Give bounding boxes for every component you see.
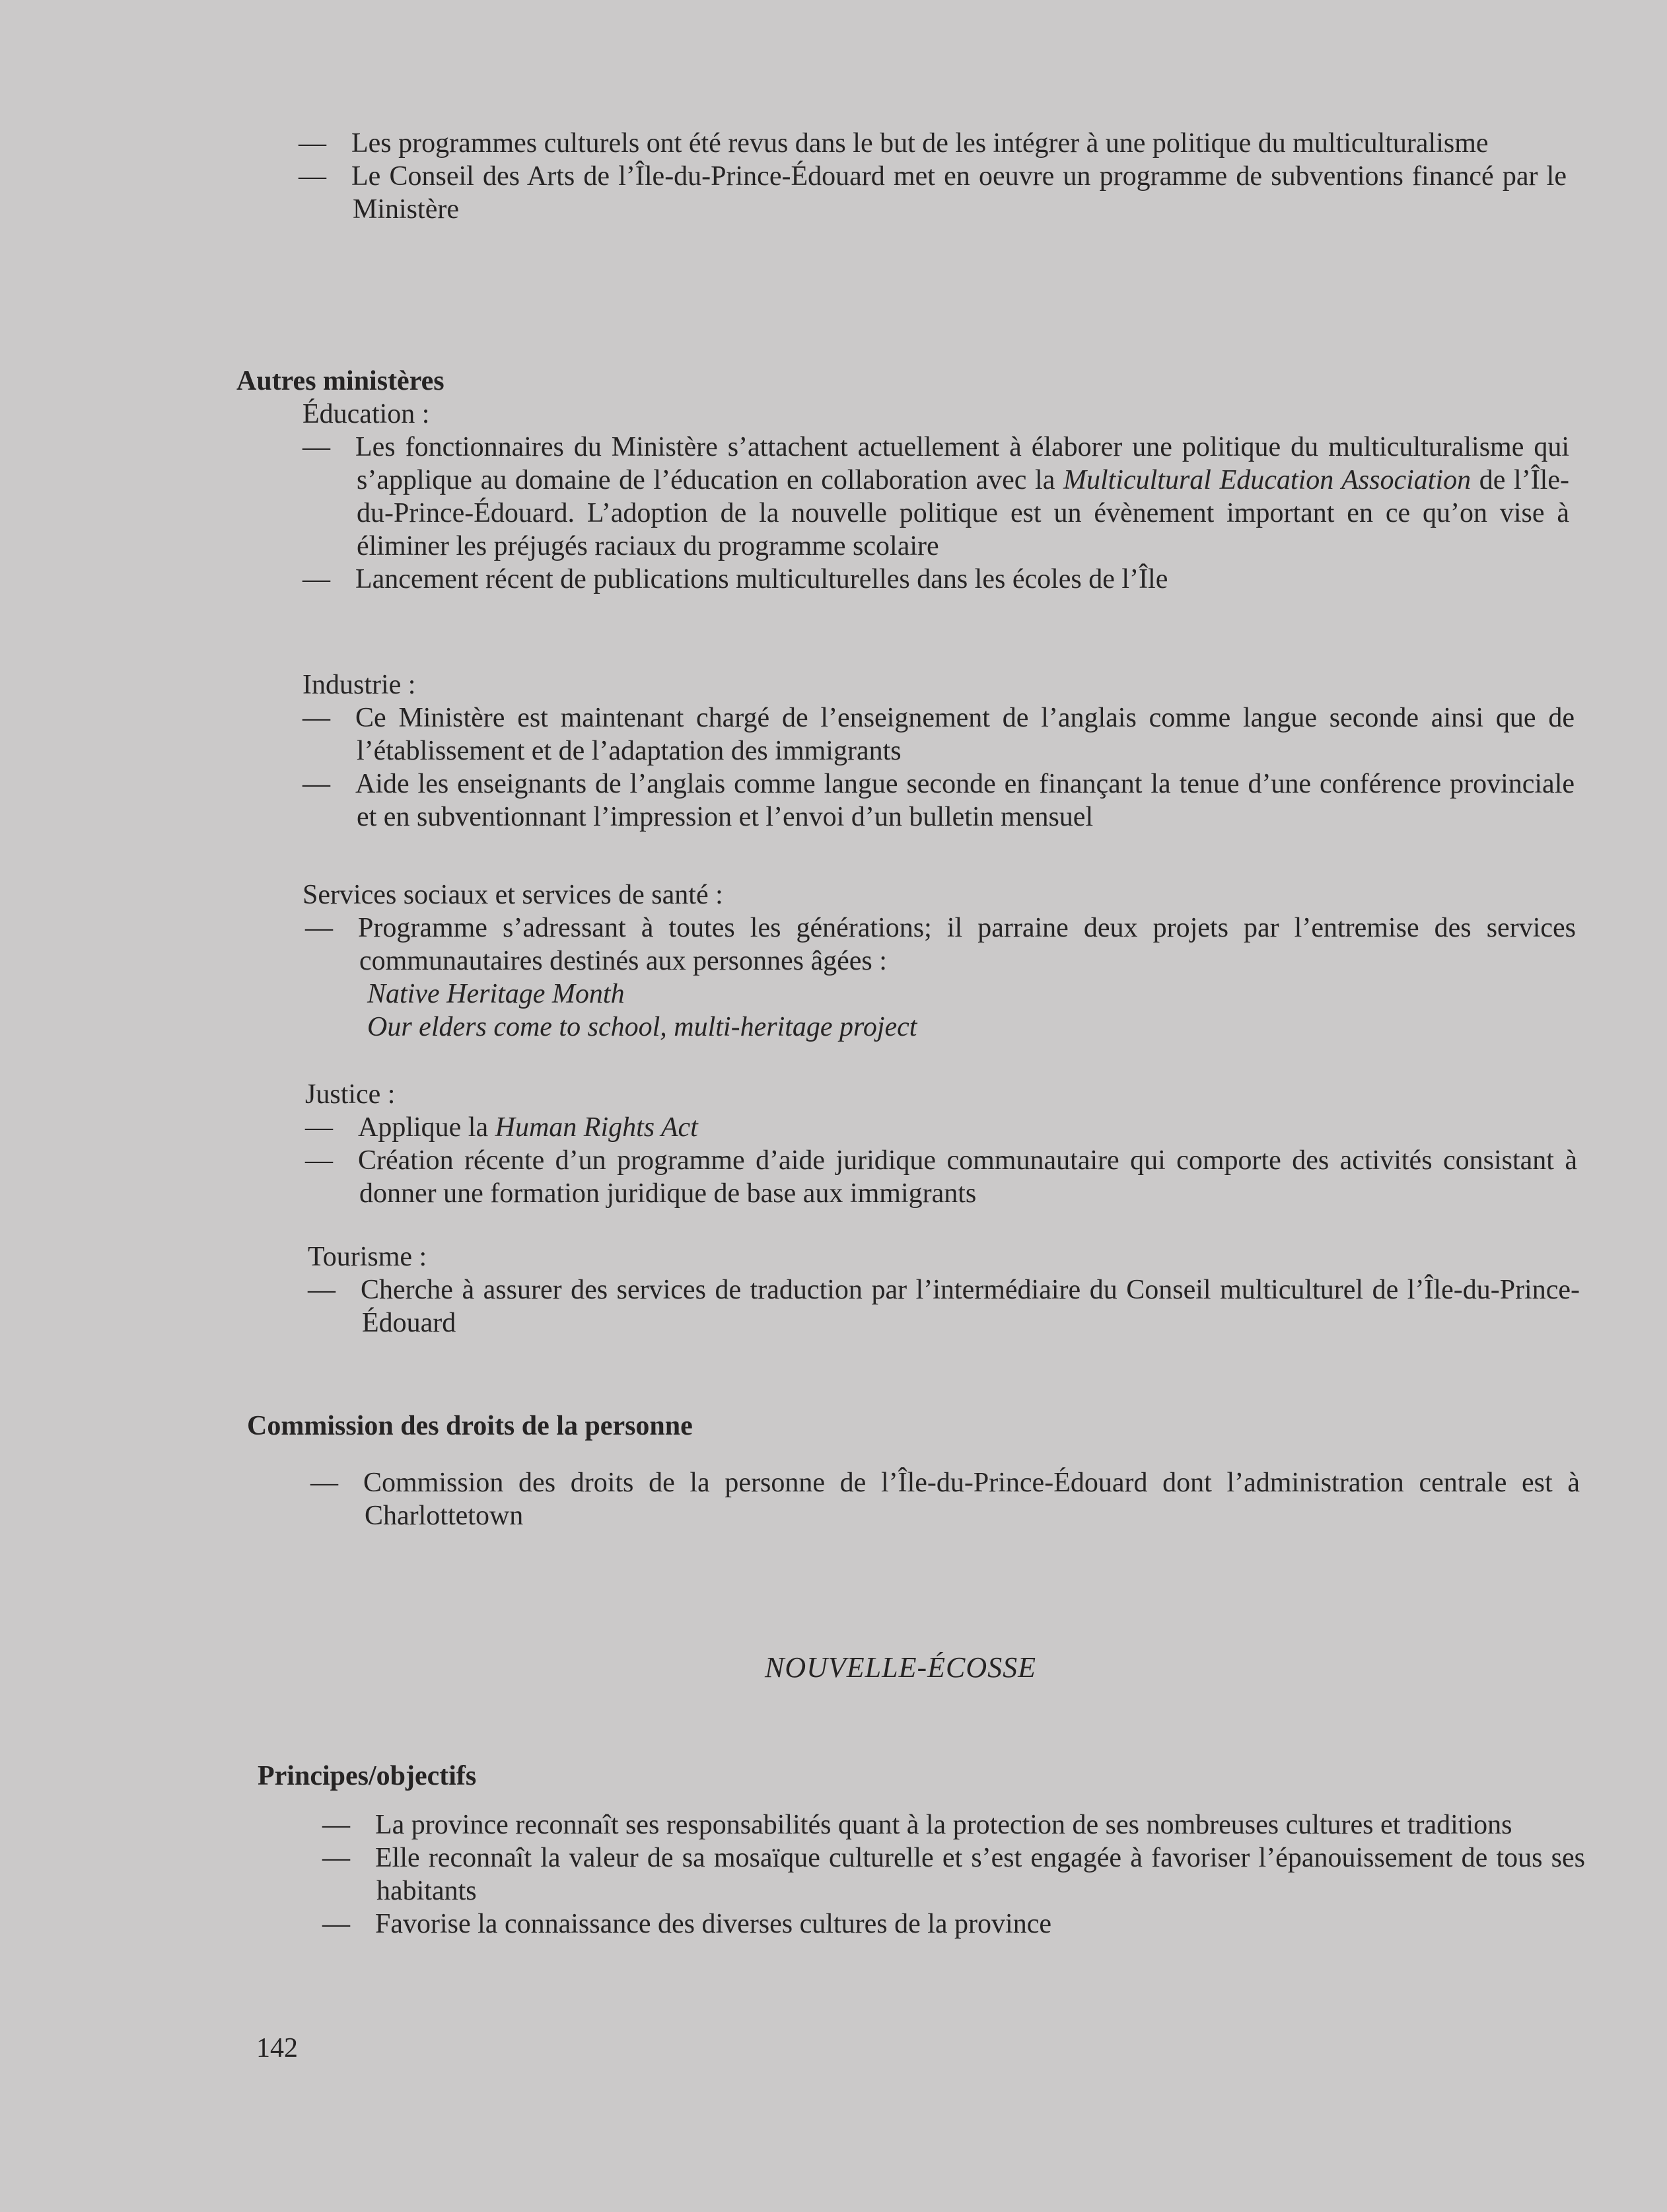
em-dash: — (322, 1810, 350, 1840)
subsection-label-education: Éducation : (302, 399, 430, 429)
em-dash: — (305, 1112, 333, 1143)
province-title: NOUVELLE-ÉCOSSE (765, 1651, 1036, 1684)
list-item (299, 160, 1567, 226)
list-item (322, 1841, 1585, 1908)
list-item-text: Aide les enseignants de l’anglais comme langue seconde en finançant la tenue d’une conférence provinciale et en subventionnant l’impression et l’envoi d’un bulletin mensuel (355, 769, 1575, 832)
list-item-text: Programme s’adressant à toutes les générations; il parraine deux projets par l’entremise des services communautaires destinés aux personnes âgées : (358, 913, 1576, 976)
subsection-label-tourisme: Tourisme : (308, 1242, 427, 1272)
list-item (322, 1808, 1585, 1841)
em-dash: — (299, 161, 326, 192)
top-list (299, 127, 1567, 226)
em-dash: — (308, 1275, 336, 1305)
principes-list (322, 1808, 1585, 1941)
list-item (305, 1144, 1577, 1210)
list-item-text: Favorise la connaissance des diverses cultures de la province (375, 1909, 1051, 1939)
em-dash: — (310, 1468, 338, 1498)
list-item-text: La province reconnaît ses responsabilités quant à la protection de ses nombreuses cultures et traditions (375, 1810, 1512, 1840)
list-item (302, 563, 1569, 596)
em-dash: — (302, 703, 330, 733)
commission-list (310, 1466, 1580, 1532)
list-item (302, 701, 1575, 767)
list-item (302, 767, 1575, 834)
list-item (302, 431, 1569, 563)
justice-list (305, 1111, 1577, 1210)
page-number: 142 (256, 2033, 298, 2063)
list-item (305, 911, 1576, 978)
em-dash: — (302, 432, 330, 462)
act-name: Human Rights Act (495, 1112, 698, 1143)
em-dash: — (305, 913, 333, 943)
list-item (310, 1466, 1580, 1532)
list-item-text: Création récente d’un programme d’aide juridique communautaire qui comporte des activités consistant à donner une formation juridique de base aux immigrants (358, 1145, 1577, 1209)
list-item-text: Cherche à assurer des services de traduction par l’intermédiaire du Conseil multiculturel de l’Île-du-Prince-Édouard (361, 1275, 1580, 1338)
list-item (305, 1111, 1577, 1144)
tourisme-list (308, 1273, 1580, 1339)
list-item-text: Lancement récent de publications multiculturelles dans les écoles de l’Île (355, 564, 1168, 594)
industrie-list (302, 701, 1575, 834)
list-item-text: de l’Île-du-Prince-Édouard. L’adoption de la nouvelle politique est un évènement important en ce qu’on vise à éliminer les préjugés raciaux du programme scolaire (357, 465, 1569, 561)
services-list (305, 911, 1576, 1044)
list-item (299, 127, 1567, 160)
section-heading-commission: Commission des droits de la personne (247, 1411, 693, 1441)
section-heading-principes: Principes/objectifs (258, 1761, 477, 1791)
association-name: Multicultural Education Association (1063, 465, 1472, 495)
project-native-heritage-month: Native Heritage Month (367, 979, 625, 1009)
list-item-text: Elle reconnaît la valeur de sa mosaïque culturelle et s’est engagée à favoriser l’épanouissement de tous ses habitants (375, 1843, 1585, 1906)
subsection-label-services-sociaux: Services sociaux et services de santé : (302, 880, 723, 910)
project-our-elders: Our elders come to school, multi-heritage project (367, 1012, 917, 1042)
list-item-text: Ce Ministère est maintenant chargé de l’enseignement de l’anglais comme langue seconde ainsi que de l’établissement et de l’adaptation des immigrants (355, 703, 1575, 766)
em-dash: — (305, 1145, 333, 1176)
list-item (322, 1908, 1585, 1941)
em-dash: — (322, 1909, 350, 1939)
list-item (308, 1273, 1580, 1339)
subsection-label-justice: Justice : (305, 1079, 396, 1110)
list-item-text: Les programmes culturels ont été revus dans le but de les intégrer à une politique du multiculturalisme (351, 128, 1489, 159)
list-item-text: Les fonctionnaires du Ministère s’attachent actuellement à élaborer une politique du multiculturalisme qui s’applique au domaine de l’éducation en collaboration avec la (355, 432, 1569, 495)
em-dash: — (299, 128, 326, 159)
section-heading-autres-ministeres: Autres ministères (236, 366, 444, 396)
education-list (302, 431, 1569, 596)
list-item-text: Applique la (358, 1112, 495, 1143)
em-dash: — (302, 564, 330, 594)
em-dash: — (322, 1843, 350, 1873)
em-dash: — (302, 769, 330, 799)
list-item-text: Le Conseil des Arts de l’Île-du-Prince-Édouard met en oeuvre un programme de subventions financé par le Ministère (351, 161, 1567, 225)
subsection-label-industrie: Industrie : (302, 670, 416, 700)
list-item-text: Commission des droits de la personne de l’Île-du-Prince-Édouard dont l’administration centrale est à Charlottetown (363, 1468, 1580, 1531)
